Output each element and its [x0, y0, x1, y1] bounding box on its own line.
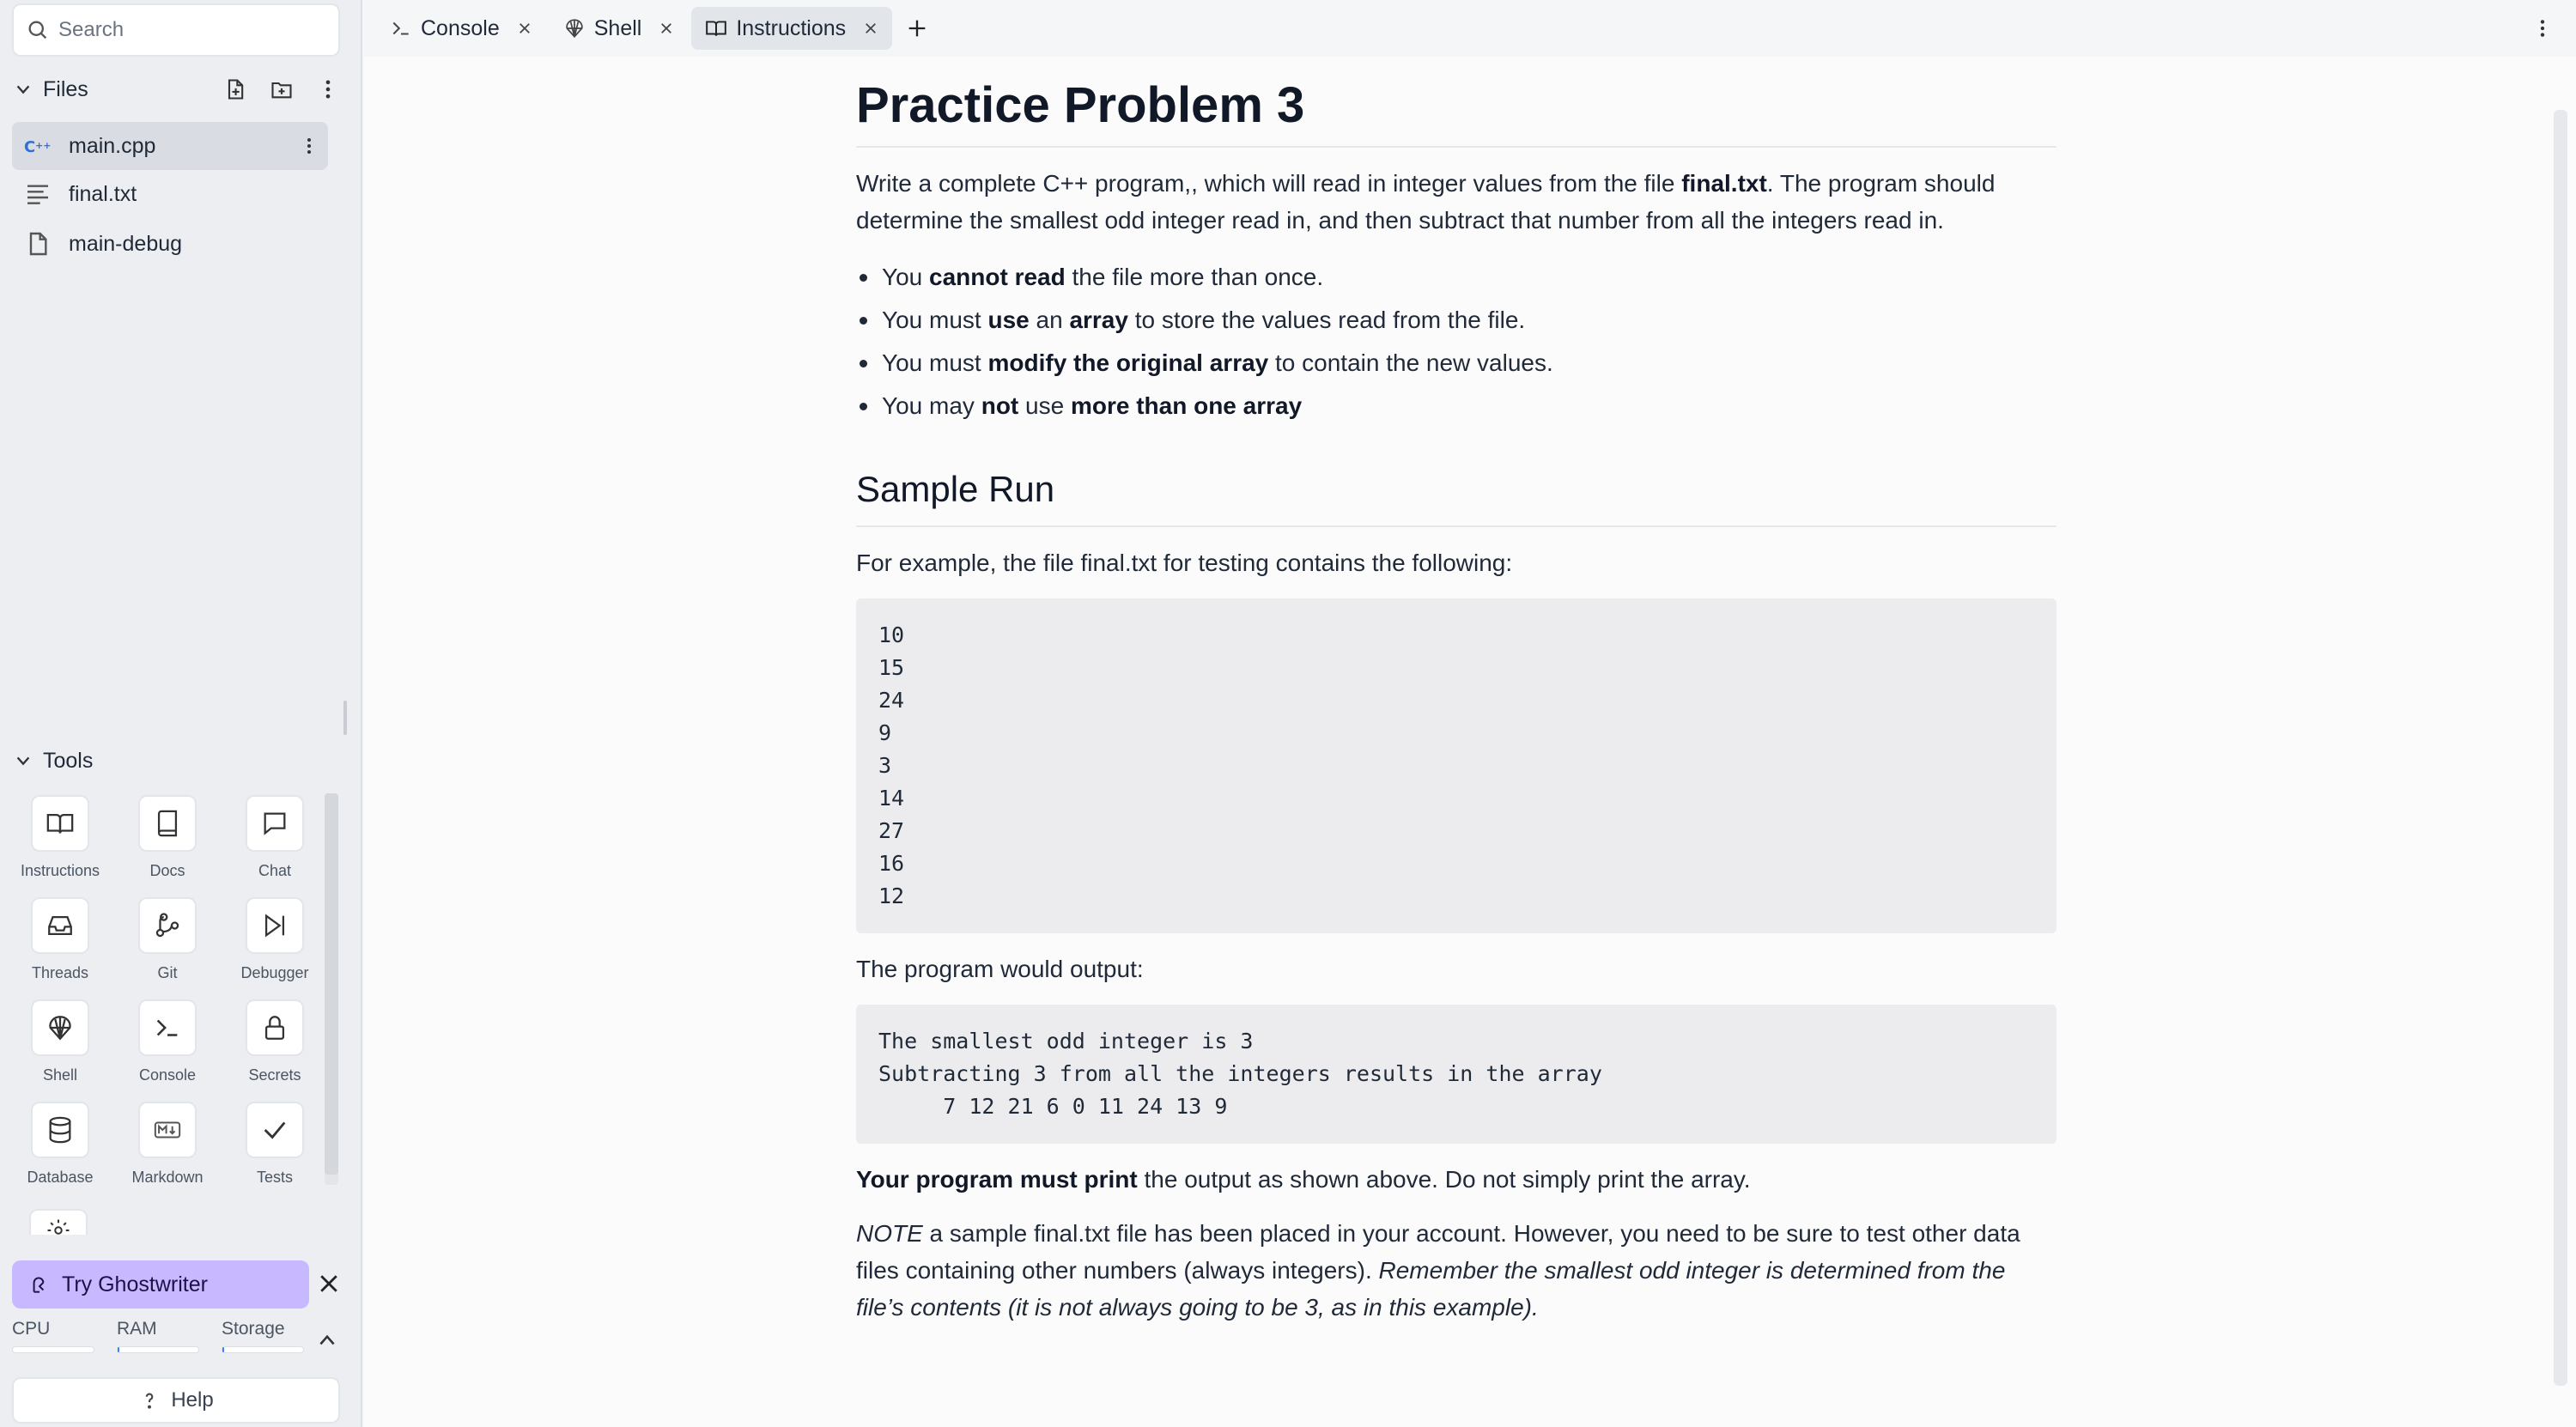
help-icon: [138, 1389, 161, 1412]
intro-paragraph: Write a complete C++ program,, which will read in integer values from the file final.txt. The program should determine the smallest odd integer read in, and then subtract that number from all the integers read in.: [856, 170, 1996, 234]
check-icon: [260, 1115, 289, 1145]
file-icon: [24, 230, 52, 258]
tool-label: Secrets: [248, 1066, 301, 1084]
resource-meters: [12, 1319, 338, 1367]
tool-settings-partial[interactable]: [29, 1209, 88, 1235]
tab-label: Console: [421, 15, 500, 40]
file-item-main-cpp[interactable]: [12, 122, 328, 170]
chevron-down-icon[interactable]: [14, 751, 33, 770]
page-title: Practice Problem 3: [856, 76, 2057, 148]
chevron-up-icon[interactable]: [316, 1329, 338, 1351]
search-input[interactable]: [12, 3, 340, 57]
tool-docs[interactable]: [116, 795, 219, 890]
file-item-final-txt[interactable]: [12, 170, 328, 218]
more-options-icon[interactable]: [2531, 17, 2554, 39]
tool-label: Threads: [31, 964, 89, 981]
ram-meter: [117, 1319, 199, 1367]
tool-database[interactable]: [9, 1102, 112, 1196]
close-icon[interactable]: [863, 21, 878, 36]
tool-label: Database: [27, 1169, 94, 1186]
search-icon: [26, 18, 50, 42]
tab-console[interactable]: [376, 7, 546, 50]
tab-bar: [364, 0, 2576, 57]
rules-list: [856, 256, 2057, 428]
instructions-content: [856, 57, 2057, 1326]
add-tab-button[interactable]: [896, 7, 939, 50]
sidebar-resize-handle[interactable]: [343, 701, 347, 735]
sample-output-code-block: The smallest odd integer is 3 Subtracting 3 from all the integers results in the array 7 12 21 6 0 11 24 13 9: [856, 1005, 2057, 1144]
tools-label: Tools: [43, 748, 94, 773]
file-item-main-debug[interactable]: [12, 220, 328, 268]
ram-meter-fill: [118, 1347, 119, 1352]
gear-icon: [46, 1218, 71, 1235]
tool-chat[interactable]: [223, 795, 326, 890]
tool-shell[interactable]: [9, 999, 112, 1094]
svg-text:++: ++: [35, 140, 52, 151]
close-icon[interactable]: [659, 21, 674, 36]
file-name: final.txt: [69, 181, 137, 206]
help-label: Help: [171, 1388, 214, 1412]
tool-markdown[interactable]: [116, 1102, 219, 1196]
debugger-icon: [260, 911, 289, 940]
cpu-meter: [12, 1319, 94, 1367]
content-scrollbar[interactable]: [2554, 110, 2567, 1386]
output-intro: The program would output:: [856, 956, 1144, 982]
print-paragraph: Your program must print the output as shown above. Do not simply print the array.: [856, 1166, 1751, 1193]
tab-instructions[interactable]: [691, 7, 892, 50]
sample-intro: For example, the file final.txt for testing contains the following:: [856, 550, 1513, 576]
tool-debugger[interactable]: [223, 897, 326, 992]
tool-label: Markdown: [131, 1169, 204, 1186]
ghostwriter-icon: [27, 1273, 50, 1296]
cpp-icon: [24, 132, 52, 160]
tool-secrets[interactable]: [223, 999, 326, 1094]
ghostwriter-label: Try Ghostwriter: [62, 1272, 208, 1296]
storage-label: Storage: [222, 1319, 285, 1339]
sample-input-code-block: 10 15 24 9 3 14 27 16 12: [856, 598, 2057, 933]
tool-label: Shell: [42, 1066, 78, 1084]
close-icon[interactable]: [517, 21, 532, 36]
tool-instructions[interactable]: [9, 795, 112, 890]
note-paragraph: NOTE a sample final.txt file has been placed in your account. However, you need to be sure to test other data files containing other numbers (always integers). Remember the smallest odd integer is determined from the file’s contents (it is not always going to be 3, as in this example).: [856, 1220, 2020, 1321]
new-folder-icon[interactable]: [270, 77, 294, 101]
tool-tests[interactable]: [223, 1102, 326, 1196]
tab-label: Shell: [593, 15, 642, 40]
database-icon: [46, 1115, 75, 1145]
new-file-icon[interactable]: [223, 77, 247, 101]
more-options-icon[interactable]: [299, 136, 319, 156]
shell-icon: [563, 17, 586, 39]
storage-meter-fill: [222, 1347, 224, 1352]
sidebar: [0, 0, 362, 1427]
plus-icon: [905, 16, 929, 40]
ram-label: RAM: [117, 1319, 157, 1339]
console-icon: [390, 17, 412, 39]
book-icon: [46, 809, 75, 838]
tool-label: Git: [157, 964, 178, 981]
tools-scrollbar[interactable]: [325, 793, 338, 1185]
chevron-down-icon[interactable]: [14, 80, 33, 99]
tab-shell[interactable]: [550, 7, 689, 50]
cpu-label: CPU: [12, 1319, 51, 1339]
shell-icon: [46, 1013, 75, 1042]
tool-label: Chat: [258, 862, 292, 879]
files-section-header[interactable]: [14, 69, 340, 110]
list-item: You may not use more than one array: [856, 385, 2057, 428]
tool-label: Instructions: [20, 862, 100, 879]
tool-label: Docs: [149, 862, 185, 879]
storage-meter: [222, 1319, 304, 1367]
list-item: You must modify the original array to contain the new values.: [856, 342, 2057, 385]
svg-text:C: C: [24, 138, 36, 156]
try-ghostwriter-button[interactable]: [12, 1260, 309, 1309]
docs-icon: [153, 809, 182, 838]
lock-icon: [260, 1013, 289, 1042]
main-panel: [364, 0, 2576, 1427]
list-item: You cannot read the file more than once.: [856, 256, 2057, 299]
tool-git[interactable]: [116, 897, 219, 992]
tools-section-header[interactable]: [14, 740, 93, 781]
tool-label: Debugger: [240, 964, 309, 981]
section-heading: Sample Run: [856, 465, 2057, 527]
console-icon: [153, 1013, 182, 1042]
git-icon: [153, 911, 182, 940]
tool-label: Console: [138, 1066, 197, 1084]
file-name: main.cpp: [69, 133, 156, 158]
markdown-icon: [153, 1115, 182, 1145]
book-icon: [705, 17, 727, 39]
tool-console[interactable]: [116, 999, 219, 1094]
file-name: main-debug: [69, 231, 183, 256]
list-item: You must use an array to store the values read from the file.: [856, 299, 2057, 342]
chat-icon: [260, 809, 289, 838]
tool-threads[interactable]: [9, 897, 112, 992]
close-icon[interactable]: [316, 1271, 342, 1296]
more-options-icon[interactable]: [316, 77, 340, 101]
inbox-icon: [46, 911, 75, 940]
files-label: Files: [43, 76, 88, 101]
help-button[interactable]: [12, 1377, 340, 1424]
search-placeholder: Search: [58, 18, 125, 41]
text-file-icon: [24, 180, 52, 208]
tab-label: Instructions: [736, 15, 847, 40]
tool-label: Tests: [256, 1169, 293, 1186]
